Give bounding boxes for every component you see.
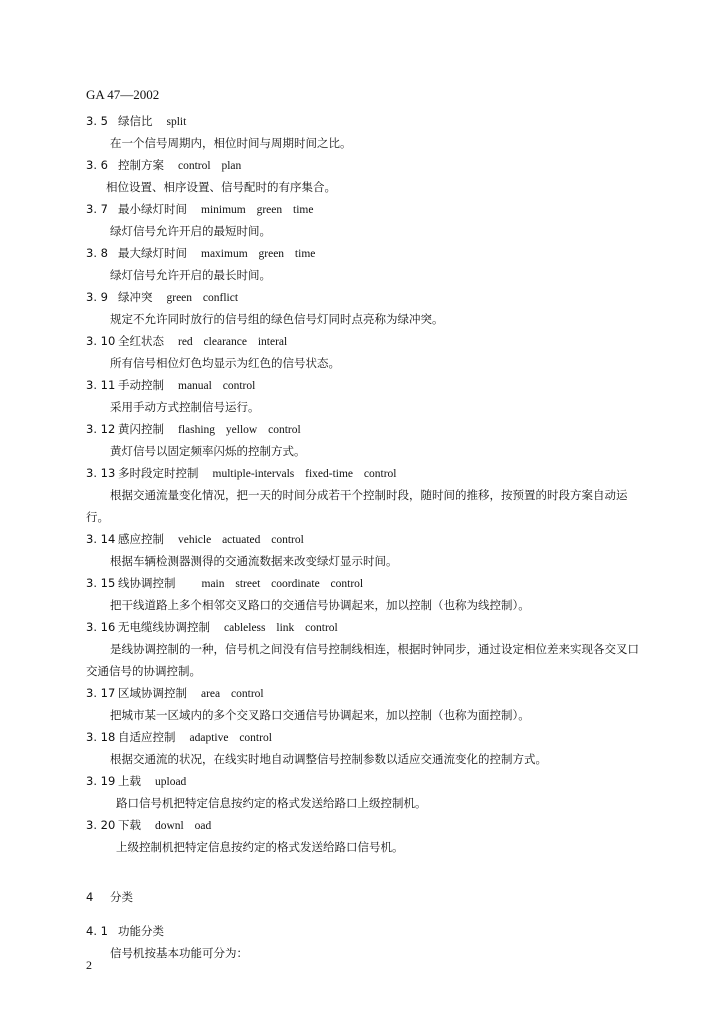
term-definition: 把干线道路上多个相邻交叉路口的交通信号协调起来，加以控制（也称为线控制）。 (110, 598, 530, 612)
term-chinese: 感应控制 (118, 532, 164, 546)
term-chinese: 最小绿灯时间 (118, 202, 187, 216)
term-chinese: 区域协调控制 (118, 686, 187, 700)
term-chinese: 黄闪控制 (118, 422, 164, 436)
term-english: green conflict (166, 292, 239, 304)
term-english: red clearance interal (178, 336, 288, 348)
term-number: 3. 19 (86, 774, 116, 788)
term-definition: 上级控制机把特定信息按约定的格式发送给路口信号机。 (116, 840, 404, 854)
term-chinese: 自适应控制 (118, 730, 176, 744)
term-chinese: 绿冲突 (118, 290, 153, 304)
subsection-number: 4. 1 (86, 924, 108, 938)
term-chinese: 无电缆线协调控制 (118, 620, 210, 634)
term-entry-3-12 (86, 418, 642, 462)
term-entry-3-10 (86, 330, 642, 374)
term-english: multiple-intervals fixed-time control (212, 468, 397, 480)
term-english: control plan (178, 160, 242, 172)
term-chinese: 下载 (118, 818, 141, 832)
term-english: area control (201, 688, 264, 700)
term-definition: 根据车辆检测器测得的交通流数据来改变绿灯显示时间。 (110, 554, 398, 568)
term-number: 3. 13 (86, 466, 116, 480)
term-number: 3. 9 (86, 290, 108, 304)
term-definition: 路口信号机把特定信息按约定的格式发送给路口上级控制机。 (116, 796, 427, 810)
term-entry-3-14 (86, 528, 642, 572)
term-entry-3-20 (86, 814, 642, 858)
term-english: cableless link control (224, 622, 338, 634)
page-content (86, 110, 642, 964)
term-entry-3-9 (86, 286, 642, 330)
term-number: 3. 16 (86, 620, 116, 634)
term-definition: 根据交通流量变化情况，把一天的时间分成若干个控制时段，随时间的推移，按预置的时段方案自动运行。 (86, 488, 628, 524)
term-definition: 是线协调控制的一种，信号机之间没有信号控制线相连，根据时钟同步，通过设定相位差来实现各交叉口交通信号的协调控制。 (86, 642, 639, 678)
term-number: 3. 18 (86, 730, 116, 744)
term-entry-3-17 (86, 682, 642, 726)
subsection-heading-4-1 (86, 920, 642, 942)
subsection-title: 功能分类 (118, 924, 164, 938)
term-number: 3. 10 (86, 334, 116, 348)
subsection-text: 信号机按基本功能可分为： (110, 946, 248, 960)
term-chinese: 最大绿灯时间 (118, 246, 187, 260)
term-entry-3-16 (86, 616, 642, 682)
term-chinese: 上载 (118, 774, 141, 788)
term-number: 3. 6 (86, 158, 108, 172)
term-chinese: 控制方案 (118, 158, 164, 172)
term-entry-3-7 (86, 198, 642, 242)
term-chinese: 绿信比 (118, 114, 153, 128)
term-chinese: 全红状态 (118, 334, 164, 348)
term-definition: 采用手动方式控制信号运行。 (110, 400, 260, 414)
term-english: split (166, 116, 187, 128)
section-title: 分类 (110, 890, 133, 904)
term-number: 3. 7 (86, 202, 108, 216)
term-chinese: 多时段定时控制 (118, 466, 199, 480)
section-number: 4 (86, 890, 94, 904)
term-number: 3. 8 (86, 246, 108, 260)
term-english: main street coordinate control (201, 578, 364, 590)
term-definition: 根据交通流的状况，在线实时地自动调整信号控制参数以适应交通流变化的控制方式。 (110, 752, 547, 766)
term-entry-3-6 (86, 154, 642, 198)
term-entry-3-15 (86, 572, 642, 616)
term-chinese: 手动控制 (118, 378, 164, 392)
term-definition: 在一个信号周期内，相位时间与周期时间之比。 (110, 136, 352, 150)
term-english: upload (155, 776, 187, 788)
term-definition: 所有信号相位灯色均显示为红色的信号状态。 (110, 356, 340, 370)
term-definition: 绿灯信号允许开启的最长时间。 (110, 268, 271, 282)
term-definition: 黄灯信号以固定频率闪烁的控制方式。 (110, 444, 306, 458)
page-number: 2 (86, 958, 92, 972)
term-english: adaptive control (189, 732, 272, 744)
term-definition: 绿灯信号允许开启的最短时间。 (110, 224, 271, 238)
term-entry-3-11 (86, 374, 642, 418)
term-chinese: 线协调控制 (118, 576, 176, 590)
document-code: GA 47—2002 (86, 87, 160, 102)
term-english: downl oad (155, 820, 212, 832)
term-english: flashing yellow control (178, 424, 301, 436)
term-definition: 规定不允许同时放行的信号组的绿色信号灯同时点亮称为绿冲突。 (110, 312, 444, 326)
term-number: 3. 11 (86, 378, 116, 392)
term-definition: 把城市某一区域内的多个交叉路口交通信号协调起来，加以控制（也称为面控制）。 (110, 708, 530, 722)
term-english: minimum green time (201, 204, 314, 216)
term-number: 3. 15 (86, 576, 116, 590)
term-english: manual control (178, 380, 256, 392)
term-english: maximum green time (201, 248, 316, 260)
term-entry-3-5 (86, 110, 642, 154)
term-number: 3. 17 (86, 686, 116, 700)
term-entry-3-18 (86, 726, 642, 770)
term-definition: 相位设置、相序设置、信号配时的有序集合。 (106, 180, 336, 194)
term-number: 3. 20 (86, 818, 116, 832)
term-number: 3. 12 (86, 422, 116, 436)
term-number: 3. 14 (86, 532, 116, 546)
term-english: vehicle actuated control (178, 534, 304, 546)
term-entry-3-8 (86, 242, 642, 286)
term-entry-3-19 (86, 770, 642, 814)
section-heading-4 (86, 886, 642, 908)
term-number: 3. 5 (86, 114, 108, 128)
term-entry-3-13 (86, 462, 642, 528)
